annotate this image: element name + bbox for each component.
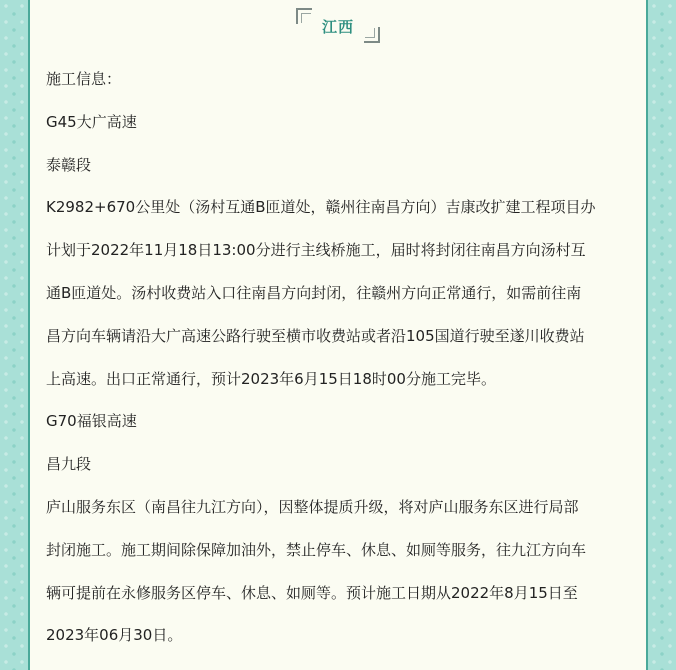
road-name: G45大广高速 (46, 112, 137, 131)
road-name: G70福银高速 (46, 412, 137, 431)
article-body (46, 62, 636, 661)
text-line: 封闭施工。施工期间除保障加油外，禁止停车、休息、如厕等服务，往九江方向车 (46, 540, 587, 559)
corner-bracket-bottom-right (364, 27, 380, 43)
text-line: 庐山服务东区（南昌往九江方向），因整体提质升级，将对庐山服务东区进行局部 (46, 497, 579, 516)
road-section: 泰赣段 (46, 155, 92, 174)
left-decorative-border (0, 0, 28, 670)
section-title: 江西 (321, 18, 354, 36)
text-line: 昌方向车辆请沿大广高速公路行驶至横市收费站或者沿105国道行驶至遂川收费站 (46, 326, 585, 345)
corner-bracket-top-left (296, 8, 312, 24)
text-line: 上高速。出口正常通行，预计2023年6月15日18时00分施工完毕。 (46, 369, 496, 388)
text-line: 计划于2022年11月18日13:00分进行主线桥施工，届时将封闭往南昌方向汤村互 (46, 241, 586, 260)
road-section: 昌九段 (46, 455, 92, 474)
text-line: 通B匝道处。汤村收费站入口往南昌方向封闭，往赣州方向正常通行，如需前往南 (46, 283, 582, 302)
right-decorative-border (648, 0, 676, 670)
info-label: 施工信息： (46, 70, 122, 88)
text-line: 辆可提前在永修服务区停车、休息、如厕等。预计施工日期从2022年8月15日至 (46, 583, 578, 602)
article-card (28, 0, 648, 670)
title-frame (296, 6, 380, 45)
section-header (30, 6, 646, 48)
text-line: 2023年06月30日。 (46, 626, 183, 645)
text-line: K2982+670公里处（汤村互通B匝道处，赣州往南昌方向）吉康改扩建工程项目办 (46, 198, 596, 217)
